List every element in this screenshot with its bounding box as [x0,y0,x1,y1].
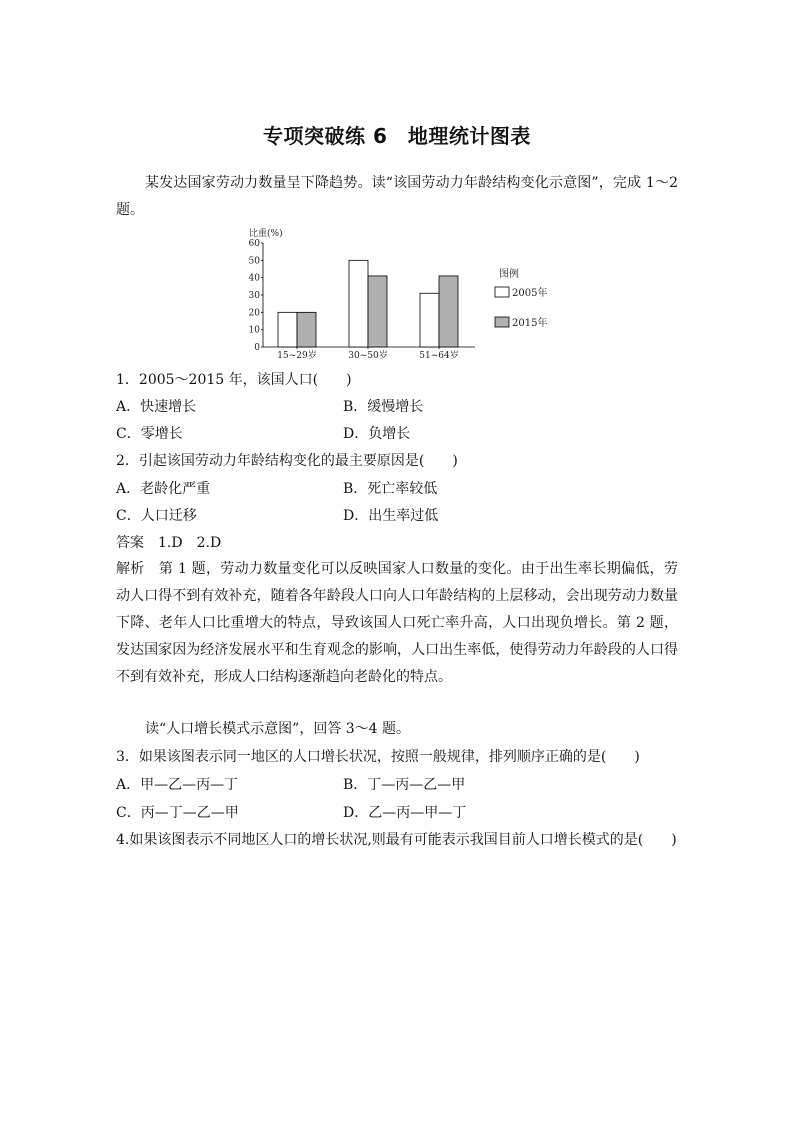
question-2-stem: 2．引起该国劳动力年龄结构变化的最主要原因是( ) [116,453,458,469]
question-1-stem: 1．2005～2015 年，该国人口( ) [116,372,352,388]
x-tick-label: 15~29岁 [277,351,317,361]
intro-question-1-2: 某发达国家劳动力数量呈下降趋势。读“该国劳动力年龄结构变化示意图”，完成 1～2 题。 [116,175,678,218]
q3-option-b: B．丁—丙—乙—甲 [343,777,466,793]
legend-swatch [495,317,509,327]
y-tick-label: 10 [248,325,260,336]
q1-option-c: C．零增长 [116,426,183,442]
question-4-stem: 4.如果该图表示不同地区人口的增长状况,则最有可能表示我国目前人口增长模式的是( ) [116,832,677,848]
legend [495,267,547,329]
answer-line: 答案 1.D 2.D [116,535,222,551]
q1-option-a: A．快速增长 [116,399,197,415]
y-axis-label: 比重(%) [249,229,283,239]
page-title: 专项突破练 6 地理统计图表 [263,124,531,148]
intro-question-3-4: 读“人口增长模式示意图”，回答 3～4 题。 [145,721,411,737]
y-tick-label: 0 [254,343,260,353]
q1-option-b: B．缓慢增长 [343,399,424,415]
bar-2005年-30~50岁 [349,260,368,347]
x-tick-label: 51~64岁 [419,351,459,361]
y-tick-label: 20 [248,308,260,319]
y-tick-label: 40 [248,273,260,284]
legend-label: 2015年 [512,318,548,329]
q2-option-b: B．死亡率较低 [343,481,438,497]
y-tick-label: 60 [248,239,260,249]
q1-option-d: D．负增长 [343,426,411,442]
legend-swatch [495,287,509,297]
q2-option-c: C．人口迁移 [116,508,197,524]
labor-age-structure-chart [245,225,555,361]
y-tick-label: 50 [248,256,260,267]
bar-2015年-51~64岁 [439,276,458,347]
legend-title: 图例 [499,269,519,280]
bar-2005年-15~29岁 [278,312,297,347]
y-tick-label: 30 [248,291,260,301]
q3-option-c: C．丙—丁—乙—甲 [116,805,239,821]
x-tick-label: 30~50岁 [348,351,388,361]
q3-option-a: A．甲—乙—丙—丁 [116,777,239,793]
bar-2015年-15~29岁 [297,312,316,347]
q2-option-d: D．出生率过低 [343,508,439,524]
legend-label: 2005年 [512,288,548,299]
q3-option-d: D．乙—丙—甲—丁 [343,805,467,821]
q2-option-a: A．老龄化严重 [116,481,211,497]
question-3-stem: 3．如果该图表示同一地区的人口增长状况，按照一般规律，排列顺序正确的是( ) [116,749,640,765]
bar-2015年-30~50岁 [368,276,387,347]
analysis-paragraph: 解析 第 1 题，劳动力数量变化可以反映国家人口数量的变化。由于出生率长期偏低，劳动人口得不到有效补充，随着各年龄段人口向人口年龄结构的上层移动，会出现劳动力数量下降、老年人口比重增大的特点，导致该国人口死亡率升高，人口出现负增长。第 2 题，发达国家因为经济发展水平和生育观念的影响，人口出生率低，使得劳动力年龄段的人口得不到有效补充，形成人口结构逐渐趋向老龄化的特点。 [116,561,678,685]
bar-2005年-51~64岁 [420,293,439,347]
